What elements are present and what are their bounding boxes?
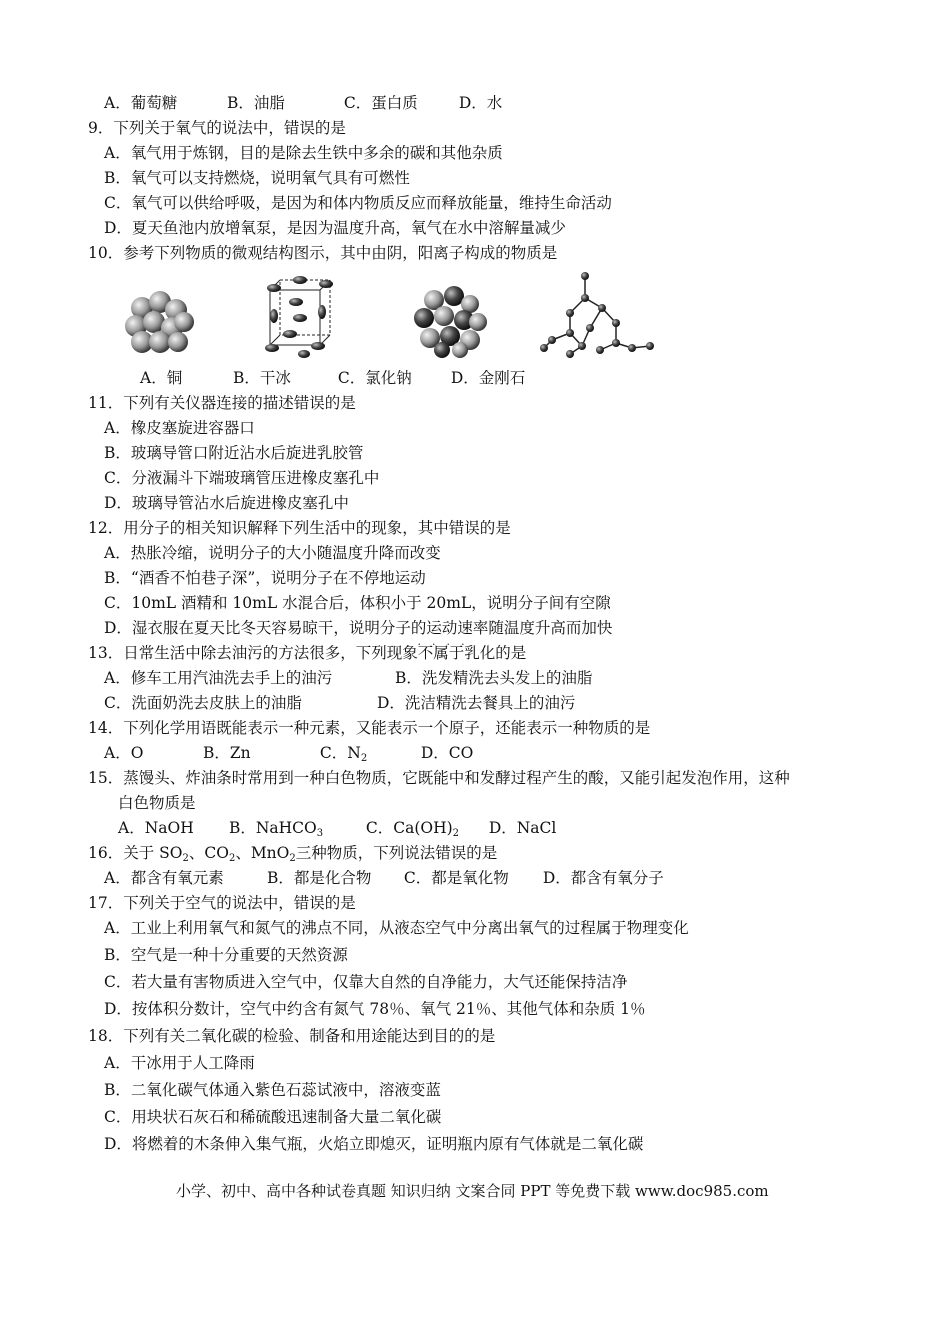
q14-option-d: D．CO: [420, 744, 474, 762]
q13-stem: [88, 643, 526, 663]
q16-options: [104, 868, 664, 888]
q11-option-d: D．玻璃导管沾水后旋进橡皮塞孔中: [104, 494, 349, 512]
q14-option-b: B．Zn: [202, 744, 251, 762]
copper-structure-image: [120, 290, 200, 358]
q12-option-c: C．10mL 酒精和 10mL 水混合后，体积小于 20mL，说明分子间有空隙: [104, 594, 611, 612]
q8-option-a: A．葡萄糖: [104, 94, 178, 112]
q12-option-a: A．热胀冷缩，说明分子的大小随温度升降而改变: [104, 544, 441, 562]
q16-option-b: B．都是化合物: [266, 869, 372, 887]
q14-option-c-text: C．N: [319, 744, 361, 762]
q13-option-b: B．洗发精洗去头发上的油脂: [394, 669, 593, 687]
q15-option-c-sub: 2: [452, 828, 460, 839]
q17-option-d: D．按体积分数计，空气中约含有氮气 78％、氧气 21％、其他气体和杂质 1％: [104, 1000, 646, 1018]
q13-stem-pre: 13．日常生活中除去油污的方法很多，下列现象: [88, 644, 418, 662]
q16-stem-sub1: 2: [182, 853, 189, 864]
q16-option-c: C．都是氧化物: [403, 869, 509, 887]
q16-stem: [88, 843, 497, 869]
page-footer: 小学、初中、高中各种试卷真题 知识归纳 文案合同 PPT 等免费下载 www.doc985.com: [176, 1182, 769, 1200]
q18-option-a: A．干冰用于人工降雨: [104, 1054, 255, 1072]
q9-option-b: B．氧气可以支持燃烧，说明氧气具有可燃性: [104, 169, 410, 187]
q12-option-d: D．湿衣服在夏天比冬天容易晾干，说明分子的运动速率随温度升高而加快: [104, 619, 613, 637]
q11-option-c: C．分液漏斗下端玻璃管压进橡皮塞孔中: [104, 469, 380, 487]
sodium-chloride-structure-image: [410, 286, 490, 358]
q15-stem-line2: 白色物质是: [118, 794, 196, 812]
q15-stem-line1: 15．蒸馒头、炸油条时常用到一种白色物质，它既能中和发酵过程产生的酸，又能引起发泡作用，这种: [88, 769, 790, 787]
q11-option-b: B．玻璃导管口附近沾水后旋进乳胶管: [104, 444, 364, 462]
q14-option-c: [320, 743, 416, 769]
q12-option-b: B．“酒香不怕巷子深”，说明分子在不停地运动: [104, 569, 426, 587]
q16-stem-part1: 16．关于 SO: [88, 844, 183, 862]
q16-option-d: D．都含有氧分子: [542, 869, 664, 887]
q16-stem-part3: 、MnO: [235, 844, 290, 862]
q18-option-b: B．二氧化碳气体通入紫色石蕊试液中，溶液变蓝: [104, 1081, 441, 1099]
q15-option-b-text: B．NaHCO: [228, 819, 317, 837]
q11-stem: 11．下列有关仪器连接的描述错误的是: [88, 394, 356, 412]
q8-options: [104, 93, 502, 113]
q15-option-b-sub: 3: [316, 828, 324, 839]
q11-option-a: A．橡皮塞旋进容器口: [104, 419, 255, 437]
q9-stem: 9．下列关于氧气的说法中，错误的是: [88, 119, 346, 137]
q14-option-a: A．O: [104, 744, 144, 762]
q9-option-a: A．氧气用于炼钢，目的是除去生铁中多余的碳和其他杂质: [104, 144, 503, 162]
q10-stem: 10．参考下列物质的微观结构图示，其中由阴，阳离子构成的物质是: [88, 244, 558, 262]
q16-stem-sub2: 2: [228, 853, 236, 864]
q18-option-d: D．将燃着的木条伸入集气瓶，火焰立即熄灭，证明瓶内原有气体就是二氧化碳: [104, 1135, 644, 1153]
q10-option-a: A．铜: [140, 369, 183, 387]
q10-options: [140, 368, 525, 388]
q13-option-a: A．修车工用汽油洗去手上的油污: [104, 669, 333, 687]
diamond-structure-image: [540, 268, 670, 358]
q15-option-b: [229, 818, 361, 844]
q13-options-row2: [104, 693, 575, 713]
q10-option-d: D．金刚石: [450, 369, 526, 387]
q13-option-d: D．洗洁精洗去餐具上的油污: [376, 694, 576, 712]
q13-stem-emphasis: 不属于 • • • •: [418, 644, 465, 662]
q13-options-row1: [104, 668, 592, 688]
q9-option-d: D．夏天鱼池内放增氧泵，是因为温度升高，氧气在水中溶解量减少: [104, 219, 566, 237]
q15-option-c: [366, 818, 484, 844]
q14-options: [104, 743, 473, 769]
q10-structure-figures: [120, 268, 680, 363]
q16-stem-part2: 、CO: [188, 844, 229, 862]
q13-stem-post: 乳化的是: [464, 644, 527, 662]
q14-stem: 14．下列化学用语既能表示一种元素，又能表示一个原子，还能表示一种物质的是: [88, 719, 651, 737]
q15-option-d: D．NaCl: [488, 819, 557, 837]
q17-option-a: A．工业上利用氧气和氮气的沸点不同，从液态空气中分离出氧气的过程属于物理变化: [104, 919, 689, 937]
q17-stem: 17．下列关于空气的说法中，错误的是: [88, 894, 356, 912]
q16-option-a: A．都含有氧元素: [104, 869, 224, 887]
q8-option-b: B．油脂: [226, 94, 285, 112]
q13-option-c: C．洗面奶洗去皮肤上的油脂: [104, 694, 302, 712]
q17-option-c: C．若大量有害物质进入空气中，仅靠大自然的自净能力，大气还能保持洁净: [104, 973, 628, 991]
q16-stem-sub3: 2: [289, 853, 296, 864]
q8-option-c: C．蛋白质: [343, 94, 418, 112]
q15-options: [118, 818, 556, 844]
q14-option-c-sub: 2: [360, 753, 368, 764]
q18-option-c: C．用块状石灰石和稀硫酸迅速制备大量二氧化碳: [104, 1108, 442, 1126]
q8-option-d: D．水: [458, 94, 503, 112]
q10-option-b: B．干冰: [232, 369, 291, 387]
q9-option-c: C．氧气可以供给呼吸，是因为和体内物质反应而释放能量，维持生命活动: [104, 194, 612, 212]
q15-option-c-text: C．Ca(OH): [365, 819, 453, 837]
q16-stem-part4: 三种物质，下列说法错误的是: [295, 844, 498, 862]
q10-option-c: C．氯化钠: [337, 369, 412, 387]
q18-stem: 18．下列有关二氧化碳的检验、制备和用途能达到目的的是: [88, 1027, 496, 1045]
q15-option-a: A．NaOH: [118, 819, 194, 837]
q17-option-b: B．空气是一种十分重要的天然资源: [104, 946, 348, 964]
dry-ice-structure-image: [260, 268, 340, 360]
q12-stem: 12．用分子的相关知识解释下列生活中的现象，其中错误的是: [88, 519, 511, 537]
